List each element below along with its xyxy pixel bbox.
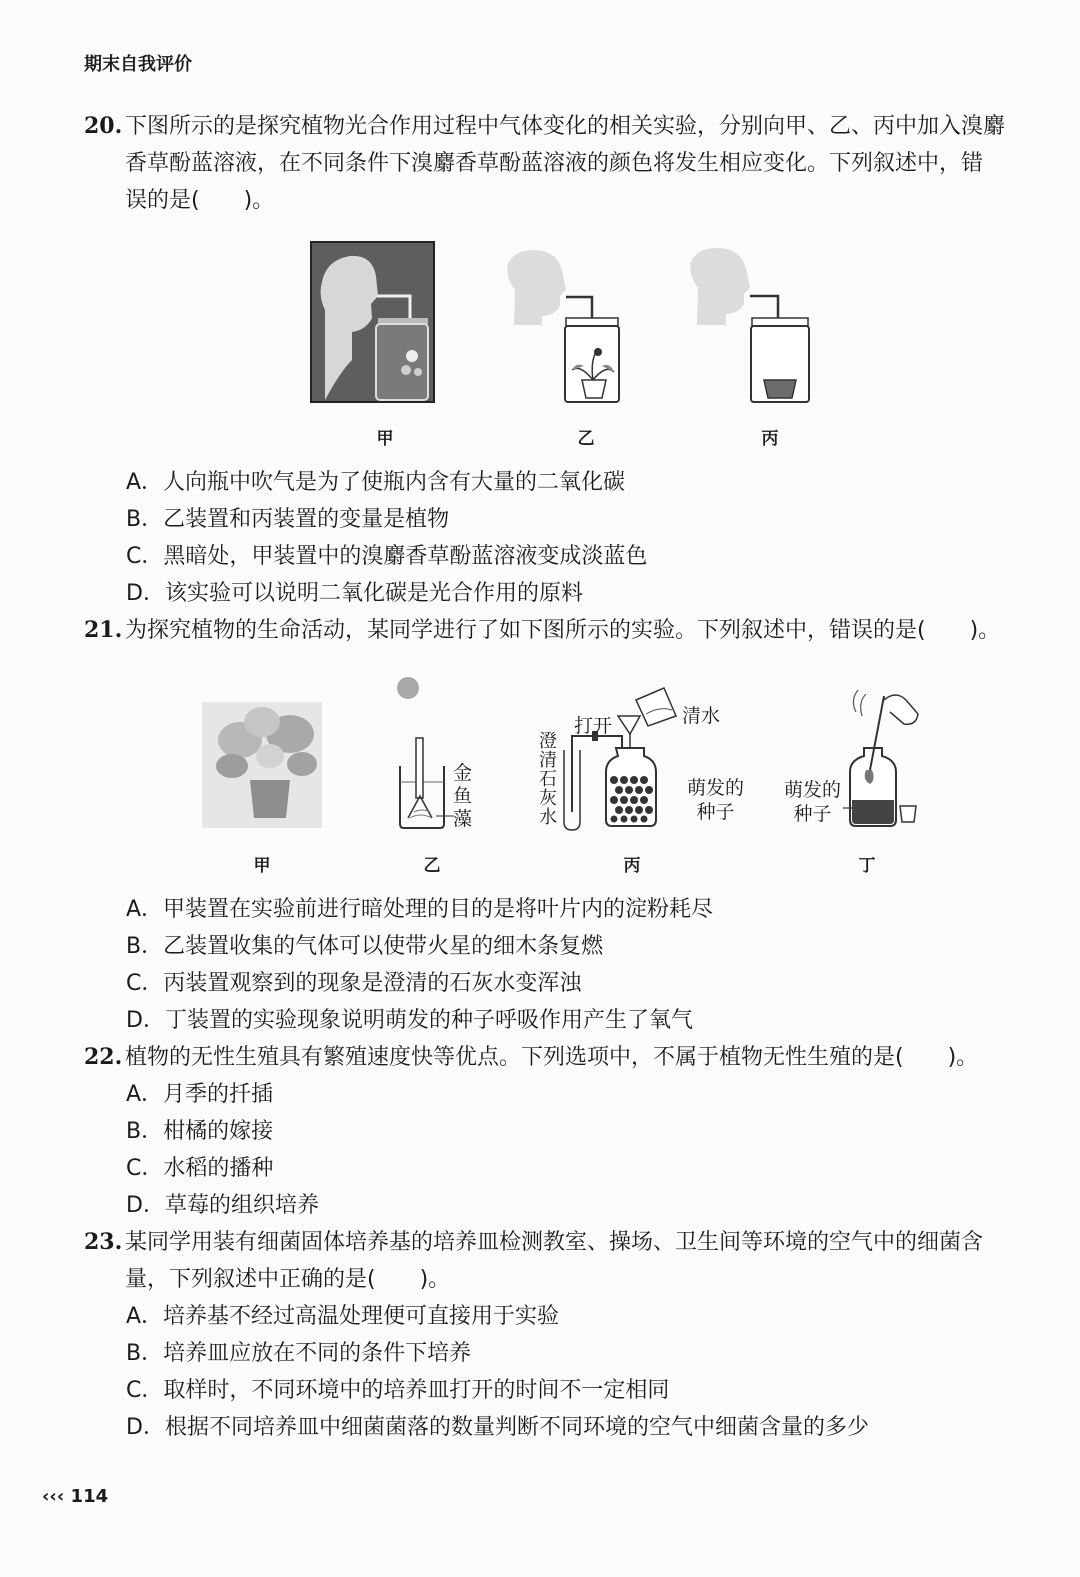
page-number: 114 — [70, 1486, 109, 1507]
figure-label-bing: 丙 — [761, 429, 779, 449]
label-limewater — [539, 732, 561, 827]
figure-label-jia: 甲 — [376, 429, 394, 449]
option-d: D．根据不同培养皿中细菌菌落的数量判断不同环境的空气中细菌含量的多少 — [126, 1415, 869, 1440]
option-a: A．月季的扦插 — [126, 1082, 274, 1107]
label-char: 灰 — [539, 788, 557, 809]
question-text-line: 量，下列叙述中正确的是( )。 — [125, 1267, 451, 1292]
figure-label-bing: 丙 — [623, 856, 641, 876]
option-d: D．草莓的组织培养 — [126, 1193, 319, 1218]
figure-jia-potted-plant — [202, 702, 322, 828]
option-d: D．丁装置的实验现象说明萌发的种子呼吸作用产生了氧气 — [126, 1008, 693, 1033]
question-text-line: 某同学用装有细菌固体培养基的培养皿检测教室、操场、卫生间等环境的空气中的细菌含 — [125, 1230, 984, 1255]
option-c: C．取样时，不同环境中的培养皿打开的时间不一定相同 — [126, 1378, 670, 1403]
option-a: A．培养基不经过高温处理便可直接用于实验 — [126, 1304, 560, 1329]
question-text-line: 香草酚蓝溶液，在不同条件下溴麝香草酚蓝溶液的颜色将发生相应变化。下列叙述中，错 — [125, 151, 984, 176]
label-line: 萌发的 — [687, 777, 745, 799]
label-char: 鱼 — [453, 785, 473, 807]
option-a: A．人向瓶中吹气是为了使瓶内含有大量的二氧化碳 — [126, 470, 626, 495]
figure-ding-seed-jar-candle — [843, 690, 918, 826]
question-text-line: 为探究植物的生命活动，某同学进行了如下图所示的实验。下列叙述中，错误的是( )。 — [125, 618, 1001, 643]
label-line: 种子 — [793, 803, 832, 825]
figure-label-ding: 丁 — [858, 856, 876, 876]
question-number: 21. — [84, 617, 123, 643]
option-c: C．丙装置观察到的现象是澄清的石灰水变浑浊 — [126, 971, 582, 996]
figure-yi-beaker-goldfish-weed — [397, 677, 454, 828]
option-b: B．柑橘的嫁接 — [126, 1119, 274, 1144]
option-b: B．乙装置收集的气体可以使带火星的细木条复燃 — [126, 934, 604, 959]
option-b: B．培养皿应放在不同的条件下培养 — [126, 1341, 472, 1366]
figure-label-yi: 乙 — [577, 429, 595, 449]
label-line: 萌发的 — [784, 779, 842, 801]
label-open: 打开 — [574, 715, 613, 737]
label-char: 澄 — [539, 731, 557, 752]
question-number: 20. — [84, 113, 123, 139]
figure-label-yi: 乙 — [423, 856, 441, 876]
label-goldfish-weed — [453, 762, 475, 831]
option-c: C．黑暗处，甲装置中的溴麝香草酚蓝溶液变成淡蓝色 — [126, 544, 648, 569]
option-b: B．乙装置和丙装置的变量是植物 — [126, 507, 450, 532]
label-line: 种子 — [696, 801, 735, 823]
question-text-line: 误的是( )。 — [125, 188, 275, 213]
page-arrows: ‹‹‹ — [42, 1486, 65, 1507]
option-d: D．该实验可以说明二氧化碳是光合作用的原料 — [126, 581, 583, 606]
label-char: 水 — [539, 807, 557, 828]
label-char: 石 — [539, 769, 557, 790]
page-footer — [42, 1486, 108, 1507]
figure-bing-seed-jar-limewater — [564, 688, 676, 830]
question-text-line: 植物的无性生殖具有繁殖速度快等优点。下列选项中，不属于植物无性生殖的是( )。 — [125, 1045, 979, 1070]
option-a: A．甲装置在实验前进行暗处理的目的是将叶片内的淀粉耗尽 — [126, 897, 714, 922]
label-char: 藻 — [453, 808, 473, 830]
figure-label-jia: 甲 — [253, 856, 271, 876]
option-c: C．水稻的播种 — [126, 1156, 274, 1181]
label-germinating-seeds-ding — [784, 778, 841, 826]
question-number: 23. — [84, 1229, 123, 1255]
page-header: 期末自我评价 — [84, 54, 192, 75]
label-germinating-seeds-bing — [687, 776, 744, 824]
question-number: 22. — [84, 1044, 123, 1070]
label-char: 清 — [539, 750, 557, 771]
label-char: 金 — [453, 762, 473, 784]
label-clear-water: 清水 — [682, 705, 721, 727]
question-text-line: 下图所示的是探究植物光合作用过程中气体变化的相关实验，分别向甲、乙、丙中加入溴麝 — [125, 114, 1006, 139]
